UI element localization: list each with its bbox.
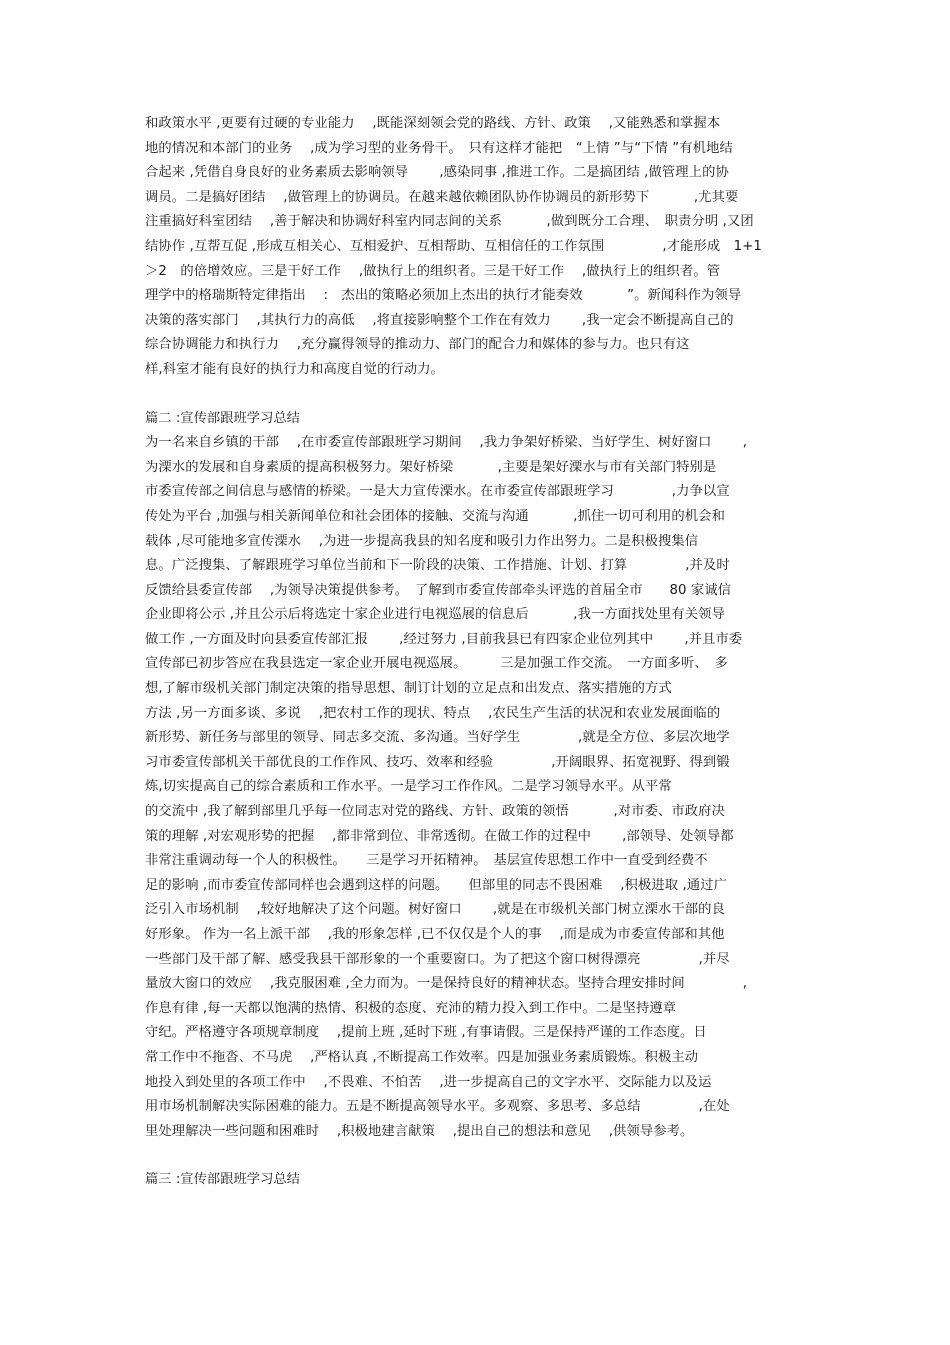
section-gap (145, 1144, 810, 1168)
paragraph-line: 新形势、新任务与部里的领导、同志多交流、多沟通。当好学生 ,就是全方位、多层次地学 (145, 730, 730, 746)
paragraph-line: 传处为平台 ,加强与相关新闻单位和社会团体的接触、交流与沟通 ,抓住一切可利用的机会和 (145, 508, 725, 524)
document-page (145, 112, 810, 1193)
paragraph-line: 一些部门及干部了解、感受我县干部形象的一个重要窗口。为了把这个窗口树得漂亮 ,并尽 (145, 951, 730, 967)
paragraph-line: 里处理解决一些问题和困难时 ,积极地建言献策 ,提出自己的想法和意见 ,供领导参考。 (145, 1123, 694, 1139)
section-two (145, 407, 810, 1145)
paragraph-line: 调员。二是搞好团结 ,做管理上的协调员。在越来越依赖团队协作协调员的新形势下 ,尤其要 (145, 189, 739, 205)
paragraph-line: 作息有律 ,每一天都以饱满的热情、积极的态度、充沛的精力投入到工作中。二是坚持遵章 (145, 1000, 677, 1016)
paragraph-line: 泛引入市场机制 ,较好地解决了这个问题。树好窗口 ,就是在市级机关部门树立溧水干部的良 (145, 902, 725, 918)
paragraph-line: 综合协调能力和执行力 ,充分赢得领导的推动力、部门的配合力和媒体的参与力。也只有这 (145, 337, 690, 353)
paragraph-line: 地的情况和本部门的业务 ,成为学习型的业务骨干。 只有这样才能把 “上情 ”与“下情 ”有机地结 (145, 140, 733, 156)
paragraph-line: 决策的落实部门 ,其执行力的高低 ,将直接影响整个工作在有效力 ,我一定会不断提高自己的 (145, 312, 734, 328)
paragraph-line: 做工作 ,一方面及时向县委宣传部汇报 ,经过努力 ,目前我县已有四家企业位列其中 ,并且市委 (145, 631, 743, 647)
paragraph-line: 常工作中不拖沓、不马虎 ,严格认真 ,不断提高工作效率。四是加强业务素质锻炼。积极主动 (145, 1049, 699, 1065)
paragraph-line: 企业即将公示 ,并且公示后将选定十家企业进行电视巡展的信息后 ,我一方面找处里有关领导 (145, 607, 725, 623)
section-three (145, 1168, 810, 1193)
paragraph-line: 为溧水的发展和自身素质的提高积极努力。架好桥梁 ,主要是架好溧水与市有关部门特别是 (145, 459, 717, 475)
paragraph-line: 结协作 ,互帮互促 ,形成互相关心、互相爱护、互相帮助、互相信任的工作氛围 ,才能形成 1+1 (145, 238, 762, 254)
paragraph-line: 理学中的格瑞斯特定律指出 : 杰出的策略必须加上杰出的执行才能奏效 ”。新闻科作为领导 (145, 288, 742, 304)
paragraph-line: 习市委宣传部机关干部优良的工作作风、技巧、效率和经验 ,开阔眼界、拓宽视野、得到锻 (145, 754, 730, 770)
paragraph-line: 好形象。 作为一名上派干部 ,我的形象怎样 ,已不仅仅是个人的事 ,而是成为市委宣传部和其他 (145, 927, 725, 942)
paragraph-line: 样,科室才能有良好的执行力和高度自觉的行动力。 (145, 361, 445, 377)
paragraph-line: 守纪。严格遵守各项规章制度 ,提前上班 ,延时下班 ,有事请假。三是保持严谨的工作态度。日 (145, 1025, 707, 1041)
paragraph-line: 息。广泛搜集、了解跟班学习单位当前和下一阶段的决策、工作措施、计划、打算 ,并及时 (145, 558, 730, 574)
paragraph-line: 地投入到处里的各项工作中 ,不畏难、不怕苦 ,进一步提高自己的文字水平、交际能力以及运 (145, 1074, 712, 1090)
paragraph-line: 用市场机制解决实际困难的能力。五是不断提高领导水平。多观察、多思考、多总结 ,在处 (145, 1099, 730, 1115)
paragraph-line: 注重搞好科室团结 ,善于解决和协调好科室内同志间的关系 ,做到既分工合理、 职责分明 ,又团 (145, 214, 754, 230)
paragraph-line: 合起来 ,凭借自身良好的业务素质去影响领导 ,感染同事 ,推进工作。二是搞团结 ,做管理上的协 (145, 165, 729, 181)
paragraph-line: 量放大窗口的效应 ,我克服困难 ,全力而为。一是保持良好的精神状态。坚持合理安排时间 , (145, 976, 748, 992)
paragraph-line: 为一名来自乡镇的干部 ,在市委宣传部跟班学习期间 ,我力争架好桥梁、当好学生、树好窗口 , (145, 435, 748, 451)
paragraph-line: 宣传部已初步答应在我县选定一家企业开展电视巡展。 三是加强工作交流。 一方面多听、 多 (145, 656, 728, 672)
paragraph-line: 想,了解市级机关部门制定决策的指导思想、制订计划的立足点和出发点、落实措施的方式 (145, 681, 672, 697)
paragraph-line: 非常注重调动每一个人的积极性。 三是学习开拓精神。 基层宣传思想工作中一直受到经费不 (145, 853, 708, 869)
paragraph-line: 反馈给县委宣传部 ,为领导决策提供参考。 了解到市委宣传部牵头评选的首届全市 80 家诚信 (145, 582, 732, 598)
paragraph-line: 市委宣传部之间信息与感情的桥梁。一是大力宣传溧水。在市委宣传部跟班学习 ,力争以宣 (145, 484, 730, 500)
section-heading: 篇三 :宣传部跟班学习总结 (145, 1172, 300, 1188)
paragraph-line: 策的理解 ,对宏观形势的把握 ,都非常到位、非常透彻。在做工作的过程中 ,部领导、处领导都 (145, 828, 734, 844)
section-one (145, 112, 810, 383)
paragraph-line: 炼,切实提高自己的综合素质和工作水平。一是学习工作作风。二是学习领导水平。从平常 (145, 779, 672, 795)
paragraph-line: ＞2 的倍增效应。三是干好工作 ,做执行上的组织者。三是干好工作 ,做执行上的组织者。管 (145, 263, 721, 279)
paragraph-line: 载体 ,尽可能地多宣传溧水 ,为进一步提高我县的知名度和吸引力作出努力。二是积极搜集信 (145, 533, 699, 549)
paragraph-line: 和政策水平 ,更要有过硬的专业能力 ,既能深刻领会党的路线、方针、政策 ,又能熟悉和掌握本 (145, 116, 721, 131)
paragraph-line: 足的影响 ,而市委宣传部同样也会遇到这样的问题。 但部里的同志不畏困难 ,积极进取 ,通过广 (145, 877, 727, 893)
paragraph-line: 方法 ,另一方面多谈、多说 ,把农村工作的现状、特点 ,农民生产生活的状况和农业发展面临的 (145, 705, 721, 721)
paragraph-line: 的交流中 ,我了解到部里几乎每一位同志对党的路线、方针、政策的领悟 ,对市委、市政府决 (145, 804, 725, 820)
section-heading: 篇二 :宣传部跟班学习总结 (145, 410, 300, 426)
section-gap (145, 383, 810, 407)
